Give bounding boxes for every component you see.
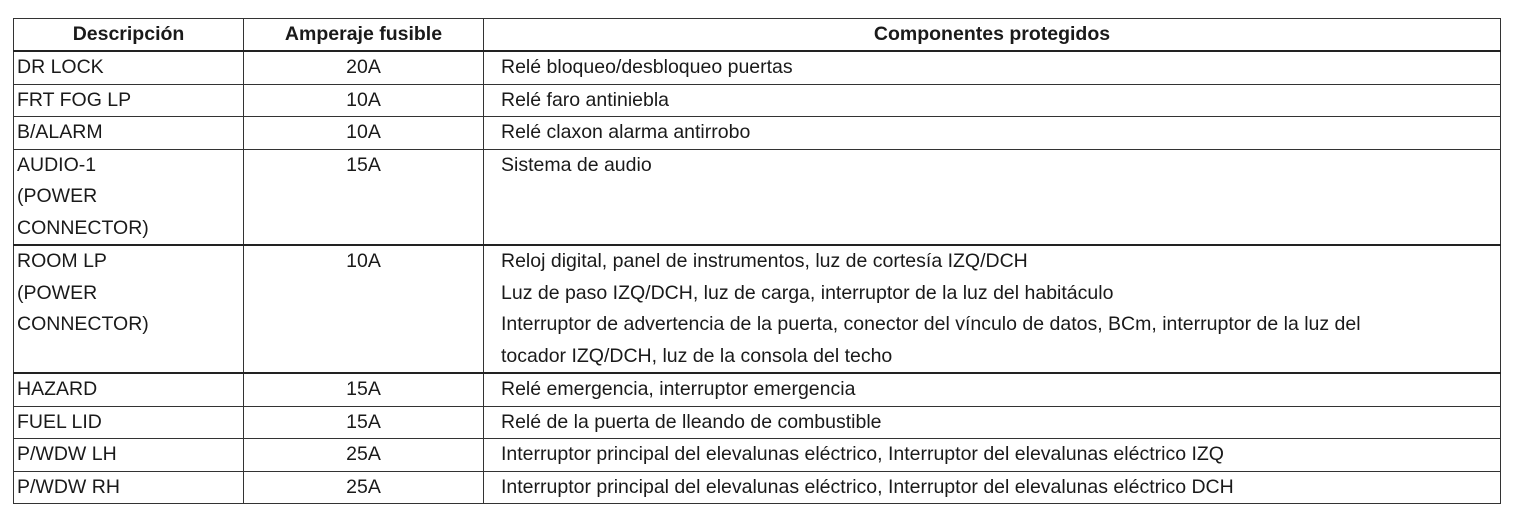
header-amperage: Amperaje fusible	[244, 19, 484, 52]
cell-components	[484, 84, 1501, 117]
cell-components	[484, 471, 1501, 504]
cell-components	[484, 245, 1501, 373]
cell-amperage: 25A	[244, 439, 484, 472]
cell-description	[14, 439, 244, 472]
cell-description	[14, 149, 244, 245]
table-row	[14, 406, 1501, 439]
description-line: FRT FOG LP	[17, 88, 132, 111]
cell-description	[14, 373, 244, 406]
cell-components	[484, 117, 1501, 150]
component-line: Relé claxon alarma antirrobo	[501, 121, 751, 143]
cell-components	[484, 439, 1501, 472]
description-line: P/WDW RH	[17, 475, 120, 498]
component-line: Relé de la puerta de lleando de combustible	[501, 410, 882, 433]
cell-description	[14, 51, 244, 84]
cell-description	[14, 117, 244, 150]
component-line: Sistema de audio	[501, 153, 652, 176]
cell-description	[14, 471, 244, 504]
table-row	[14, 373, 1501, 406]
description-line: FUEL LID	[17, 410, 102, 433]
description-line: P/WDW LH	[17, 443, 117, 465]
table-row	[14, 471, 1501, 504]
description-line: CONNECTOR)	[17, 216, 149, 239]
table-body	[14, 51, 1501, 504]
component-line: Reloj digital, panel de instrumentos, luz de cortesía IZQ/DCH	[501, 250, 1028, 272]
table-row	[14, 245, 1501, 373]
cell-description	[14, 406, 244, 439]
cell-amperage: 25A	[244, 471, 484, 504]
cell-amperage: 20A	[244, 51, 484, 84]
component-line: Luz de paso IZQ/DCH, luz de carga, interruptor de la luz del habitáculo	[501, 281, 1114, 304]
table-header	[14, 19, 1501, 52]
cell-amperage: 10A	[244, 245, 484, 373]
cell-amperage: 15A	[244, 149, 484, 245]
component-line: tocador IZQ/DCH, luz de la consola del techo	[501, 344, 893, 367]
description-line: CONNECTOR)	[17, 313, 149, 335]
description-line: DR LOCK	[17, 56, 104, 78]
description-line: ROOM LP	[17, 250, 107, 272]
cell-amperage: 15A	[244, 373, 484, 406]
component-line: Relé faro antiniebla	[501, 88, 670, 111]
header-components: Componentes protegidos	[484, 19, 1501, 52]
description-line: (POWER	[17, 281, 98, 304]
component-line: Relé bloqueo/desbloqueo puertas	[501, 56, 793, 78]
description-line: HAZARD	[17, 378, 98, 400]
cell-components	[484, 51, 1501, 84]
table-row	[14, 149, 1501, 245]
cell-components	[484, 373, 1501, 406]
description-line: (POWER	[17, 185, 98, 207]
header-row	[14, 19, 1501, 52]
cell-amperage: 15A	[244, 406, 484, 439]
component-line: Interruptor principal del elevalunas eléctrico, Interruptor del elevalunas eléctrico DCH	[501, 475, 1234, 498]
cell-components	[484, 406, 1501, 439]
cell-components	[484, 149, 1501, 245]
cell-amperage: 10A	[244, 117, 484, 150]
table-row	[14, 84, 1501, 117]
cell-description	[14, 84, 244, 117]
fuse-table	[13, 18, 1501, 504]
table-row	[14, 51, 1501, 84]
table-row	[14, 117, 1501, 150]
component-line: Interruptor de advertencia de la puerta, conector del vínculo de datos, BCm, interruptor de la luz del	[501, 313, 1361, 335]
component-line: Interruptor principal del elevalunas eléctrico, Interruptor del elevalunas eléctrico IZQ	[501, 443, 1224, 465]
cell-description	[14, 245, 244, 373]
description-line: AUDIO-1	[17, 153, 97, 176]
component-line: Relé emergencia, interruptor emergencia	[501, 378, 856, 400]
header-description: Descripción	[14, 19, 244, 52]
table-row	[14, 439, 1501, 472]
description-line: B/ALARM	[17, 121, 103, 143]
cell-amperage: 10A	[244, 84, 484, 117]
